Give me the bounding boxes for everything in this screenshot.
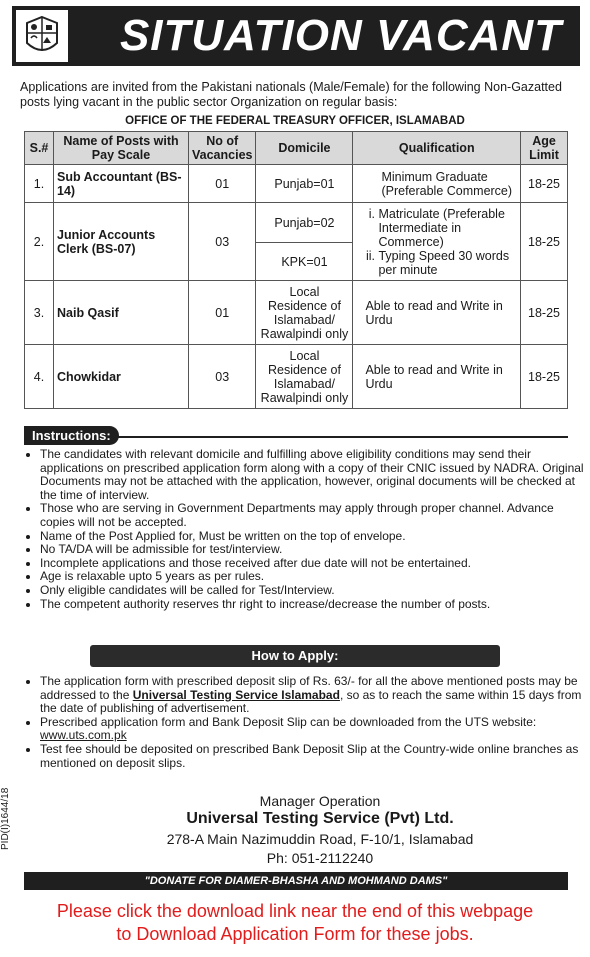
cell-vacancies: 03 <box>189 345 256 409</box>
how-to-apply-list <box>24 675 586 770</box>
list-item: • Name of the Post Applied for, Must be written on the top of envelope. <box>40 530 586 544</box>
instructions-heading: Instructions: <box>24 426 119 445</box>
title-banner <box>12 6 580 66</box>
donate-banner: "DONATE FOR DIAMER-BHASHA AND MOHMAND DAMS" <box>24 872 568 890</box>
list-item: • Age is relaxable upto 5 years as per rules. <box>40 570 586 584</box>
table-row <box>25 165 568 203</box>
cell-post: Chowkidar <box>54 345 189 409</box>
how-to-apply-heading: How to Apply: <box>90 645 500 667</box>
list-item <box>40 716 586 743</box>
cell-post: Junior Accounts Clerk (BS-07) <box>54 203 189 281</box>
cell-age: 18-25 <box>521 203 568 281</box>
cell-domicile: Local Residence of Islamabad/ Rawalpindi only <box>256 281 353 345</box>
cell-age: 18-25 <box>521 345 568 409</box>
pid-number: PID(I)1644/18 <box>0 787 11 850</box>
cell-vacancies: 01 <box>189 281 256 345</box>
list-item: • Test fee should be deposited on prescribed Bank Deposit Slip at the Country-wide online branches as mentioned on deposit slips. <box>40 743 586 770</box>
cell-domicile: KPK=01 <box>256 243 353 281</box>
table-row <box>25 281 568 345</box>
cell-domicile: Punjab=02 <box>256 203 353 243</box>
col-post: Name of Posts with Pay Scale <box>54 132 189 165</box>
download-notice-line: to Download Application Form for these jobs. <box>116 924 474 944</box>
col-sno: S.# <box>25 132 54 165</box>
office-heading: OFFICE OF THE FEDERAL TREASURY OFFICER, ISLAMABAD <box>125 115 465 127</box>
cell-qualification: Able to read and Write in Urdu <box>353 345 521 409</box>
list-item: • Only eligible candidates will be called for Test/Interview. <box>40 584 586 598</box>
cell-domicile: Local Residence of Islamabad/ Rawalpindi only <box>256 345 353 409</box>
cell-post: Naib Qasif <box>54 281 189 345</box>
list-item: • The candidates with relevant domicile and fulfilling above eligibility conditions may send their applications on prescribed application form along with a copy of their CNIC issued by NADRA. Original Documents may not be attached with the application, however, original documents will be checked at the time of interview. <box>40 448 586 502</box>
download-notice <box>0 900 590 946</box>
government-emblem-icon <box>16 10 68 62</box>
table-row <box>25 203 568 243</box>
download-notice-line: Please click the download link near the end of this webpage <box>56 901 534 921</box>
intro-text: Applications are invited from the Pakistani nationals (Male/Female) for the following Non-Gazatted posts lying vacant in the public sector Organization on regular basis: <box>20 80 562 109</box>
cell-age: 18-25 <box>521 165 568 203</box>
list-item-text: , so as to reach the same within 15 days from the date of publishing of advertisement. <box>40 687 582 716</box>
cell-sno: 2. <box>25 203 54 281</box>
list-item: • Incomplete applications and those received after due date will not be entertained. <box>40 557 586 571</box>
page-title: SITUATION VACANT <box>119 11 563 60</box>
cell-sno: 3. <box>25 281 54 345</box>
cell-qualification: Minimum Graduate (Preferable Commerce) <box>353 165 521 203</box>
uts-name: Universal Testing Service Islamabad <box>132 687 340 702</box>
cell-vacancies: 03 <box>189 203 256 281</box>
cell-vacancies: 01 <box>189 165 256 203</box>
signature-phone: Ph: 051-2112240 <box>266 850 374 866</box>
list-item: • The competent authority reserves thr right to increase/decrease the number of posts. <box>40 598 586 612</box>
cell-sno: 1. <box>25 165 54 203</box>
qualification-item: ii. Typing Speed 30 words per minute <box>378 249 517 277</box>
cell-domicile: Punjab=01 <box>256 165 353 203</box>
table-row <box>25 345 568 409</box>
instructions-list <box>24 448 586 611</box>
qualification-item: i. Matriculate (Preferable Intermediate in Commerce) <box>378 207 517 249</box>
col-vacancies: No of Vacancies <box>189 132 256 165</box>
list-item: • Those who are serving in Government Departments may apply through proper channel. Advance copies will not be accepted. <box>40 502 586 529</box>
signature-organization: Universal Testing Service (Pvt) Ltd. <box>186 810 454 827</box>
list-item-text: Prescribed application form and Bank Deposit Slip can be downloaded from the UTS website: <box>40 714 537 729</box>
cell-qualification <box>353 203 521 281</box>
list-item: • No TA/DA will be admissible for test/interview. <box>40 543 586 557</box>
signature-designation: Manager Operation <box>259 793 381 809</box>
cell-qualification: Able to read and Write in Urdu <box>353 281 521 345</box>
list-item <box>40 675 586 716</box>
col-age: Age Limit <box>521 132 568 165</box>
signature-address: 278-A Main Nazimuddin Road, F-10/1, Islamabad <box>166 831 474 847</box>
col-domicile: Domicile <box>256 132 353 165</box>
uts-website-link[interactable]: www.uts.com.pk <box>40 728 127 743</box>
table-header-row <box>25 132 568 165</box>
list-item-text: The application form with prescribed deposit slip of Rs. 63/- for all the above mentioned posts may be addressed to the <box>40 674 578 702</box>
col-qualification: Qualification <box>353 132 521 165</box>
vacancies-table <box>24 131 568 409</box>
cell-sno: 4. <box>25 345 54 409</box>
cell-age: 18-25 <box>521 281 568 345</box>
cell-post: Sub Accountant (BS-14) <box>54 165 189 203</box>
